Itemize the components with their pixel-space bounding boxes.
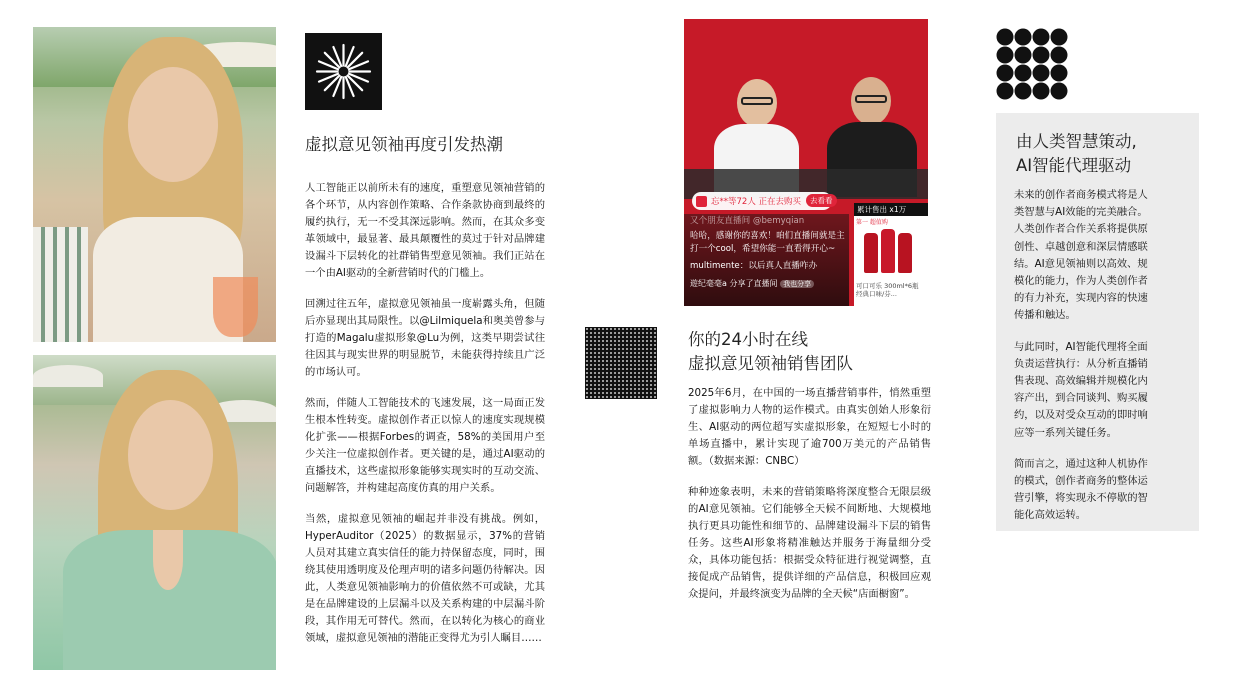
section1-paragraph: 然而，伴随人工智能技术的飞速发展，这一局面正发生根本性转变。虚拟创作者正以惊人的速度实现规模化扩张——根据Forbes的调查，58%的美国用户至少关注一位虚拟创作者。更关键的是，通过AI驱动的直播技术，这些虚拟形象能够实现实时的互动交流、问题解答，并构建起高度仿真的用户关系。 (305, 397, 545, 494)
section3-title-line2: AI智能代理驱动 (1016, 156, 1132, 175)
section1-body (305, 180, 545, 661)
chat-line: 哈哈，感谢你的喜欢！咱们直播间就是主打一个cool，希望你能一直看得开心~ (690, 231, 845, 254)
chat-line: 又个朋友直播间 @bemyqian (690, 216, 805, 226)
section1-paragraph: 人工智能正以前所未有的速度，重塑意见领袖营销的各个环节，从内容创作策略、合作条款协商到最终的履约执行，无一不受其深远影响。然而，在其众多变革领域中，最显著、最具颠覆性的莫过于针对品牌建设漏斗下层转化的社群销售型意见领袖。我们正站在一个由AI驱动的全新营销时代的门槛上。 (305, 182, 545, 279)
go-see-button[interactable]: 去看看 (806, 194, 837, 207)
chat-line: multimente：以后真人直播咋办 (690, 261, 818, 271)
starburst-logo-icon (305, 33, 382, 110)
product-caption: 可口可乐 300ml*6瓶 经典口味/芬... (856, 282, 919, 298)
section2-paragraph: 种种迹象表明，未来的营销策略将深度整合无限层级的AI意见领袖。它们能够全天候不间断地、大规模地执行更具功能性和细节的、品牌建设漏斗下层的销售任务。这些AI形象将精准触达并服务于海量细分受众，具体功能包括：根据受众特征进行视觉调整，直接促成产品销售，提供详细的产品信息，积极回应观众提问，并最终演变为品牌的全天候“店面橱窗”。 (688, 486, 931, 600)
section3-paragraph: 与此同时，AI智能代理将全面负责运营执行：从分析直播销售表现、高效编辑并规模化内容产出，到合同谈判、购买履约，以及对受众互动的即时响应等一系列关键任务。 (1014, 340, 1148, 439)
product-image (864, 225, 914, 275)
section2-title-line1: 你的24小时在线 (688, 330, 808, 349)
section2-heading (688, 328, 938, 376)
dot-grid-icon (996, 28, 1068, 100)
halftone-pattern-icon (585, 327, 657, 399)
product-tag: 第一 超值购 (856, 219, 888, 226)
influencer-photo-bottom (33, 355, 276, 670)
section1-title: 虚拟意见领袖再度引发热潮 (305, 135, 503, 154)
section2-title-line2: 虚拟意见领袖销售团队 (688, 354, 853, 373)
section1-paragraph: 回溯过往五年，虚拟意见领袖虽一度崭露头角，但随后亦显现出其局限性。以@Lilmiquela和奥美曾参与打造的Magalu虚拟形象@Lu为例，这类早期尝试往往因其与现实世界的明显脱节，未能获得持续且广泛的市场认可。 (305, 298, 545, 378)
cart-icon (696, 196, 707, 207)
sales-tag: 累计售出 x1万 (854, 203, 928, 216)
section3-title-line1: 由人类智慧策动, (1016, 132, 1137, 151)
section3-heading (1016, 130, 1186, 178)
share-chip[interactable]: 我也分享 (780, 280, 814, 288)
section1-paragraph: 当然，虚拟意见领袖的崛起并非没有挑战。例如，HyperAuditor（2025）的数据显示，37%的营销人员对其建立真实信任的能力持保留态度，同时，围绕其使用透明度及伦理声明的诸多问题仍待解决。因此，人类意见领袖影响力的价值依然不可或缺，尤其是在品牌建设的上层漏斗以及关系构建的中层漏斗阶段，其作用无可替代。然而，在以转化为核心的商业领域，虚拟意见领袖的潜能正变得尤为引人瞩目…… (305, 513, 545, 644)
section3-paragraph: 未来的创作者商务模式将是人类智慧与AI效能的完美融合。人类创作者合作关系将提供原创性、卓越创意和深层情感联结。AI意见领袖则以高效、规模化的能力，作为人类创作者的有力补充，实现内容的快速传播和触达。 (1014, 189, 1148, 322)
livestream-screenshot (684, 19, 928, 306)
section3-paragraph: 简而言之，通过这种人机协作的模式，创作者商务的整体运营引擎，将实现永不停歇的智能化高效运转。 (1014, 457, 1148, 522)
section3-body (1014, 187, 1156, 539)
section2-paragraph: 2025年6月，在中国的一场直播营销事件，悄然重塑了虚拟影响力人物的运作模式。由真实创始人形象衍生、AI驱动的两位超写实虚拟形象，在短短七小时的单场直播中，累计实现了逾700万美元的产品销售额。（数据来源：CNBC） (688, 387, 931, 467)
viewer-banner: 忘**等72人 正在去购买 (711, 197, 802, 207)
chat-line: 遊纪毫毫a 分享了直播间 (690, 279, 778, 288)
influencer-photo-top (33, 27, 276, 342)
section2-body (688, 385, 931, 617)
